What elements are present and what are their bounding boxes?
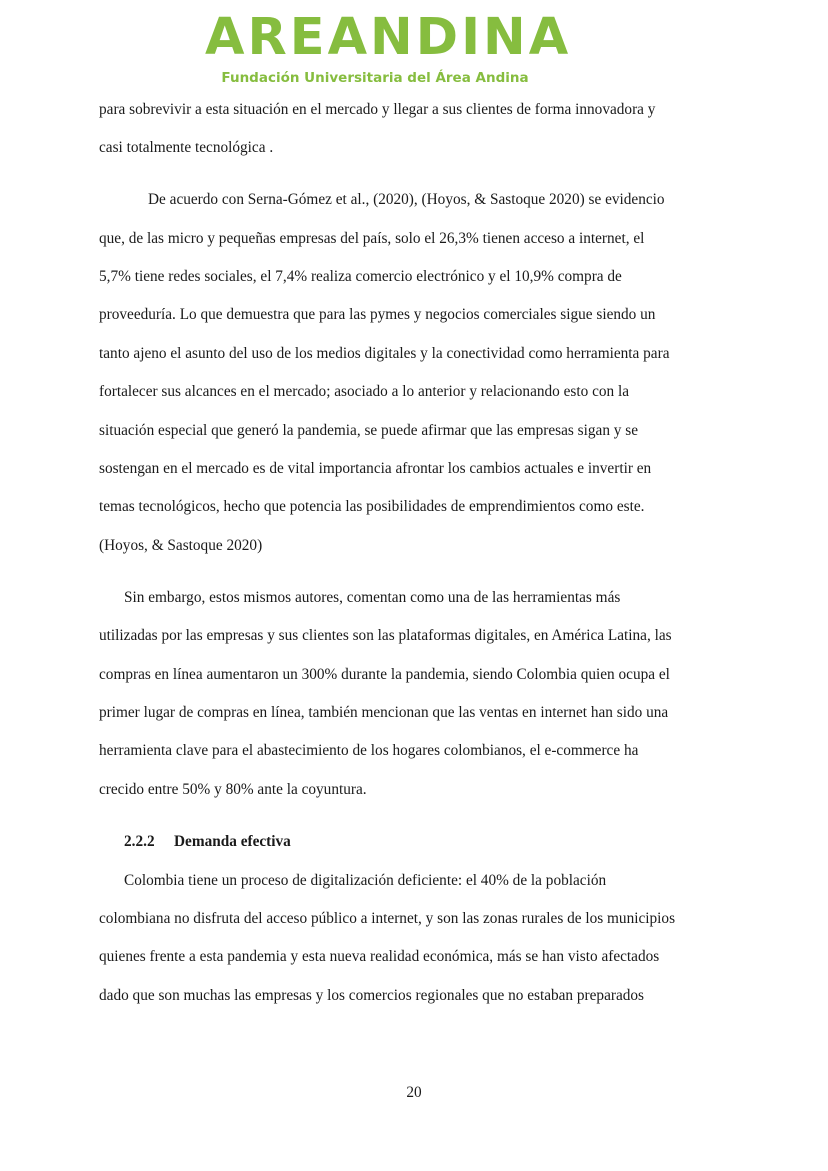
- logo-wordmark: AREANDINA: [205, 8, 572, 67]
- text-line: para sobrevivir a esta situación en el mercado y llegar a sus clientes de forma innovadora y: [99, 101, 656, 118]
- section-number: 2.2.2: [124, 833, 155, 850]
- logo-subtitle: Fundación Universitaria del Área Andina: [221, 70, 529, 86]
- text-line: casi totalmente tecnológica .: [99, 139, 274, 156]
- section-heading: [124, 832, 291, 852]
- text-line: Sin embargo, estos mismos autores, comentan como una de las herramientas más: [124, 589, 621, 606]
- text-line: De acuerdo con Serna-Gómez et al., (2020), (Hoyos, & Sastoque 2020) se evidencio: [148, 191, 665, 208]
- text-line: que, de las micro y pequeñas empresas del país, solo el 26,3% tienen acceso a internet, el: [99, 230, 645, 247]
- text-line: temas tecnológicos, hecho que potencia las posibilidades de emprendimientos como este.: [99, 498, 645, 515]
- text-line: quienes frente a esta pandemia y esta nueva realidad económica, más se han visto afectados: [99, 948, 660, 965]
- text-line: Colombia tiene un proceso de digitalización deficiente: el 40% de la población: [124, 872, 607, 889]
- text-line: compras en línea aumentaron un 300% durante la pandemia, siendo Colombia quien ocupa el: [99, 666, 670, 683]
- text-line: tanto ajeno el asunto del uso de los medios digitales y la conectividad como herramienta para: [99, 345, 670, 362]
- text-line: crecido entre 50% y 80% ante la coyuntura.: [99, 781, 367, 798]
- section-title: Demanda efectiva: [174, 833, 291, 850]
- text-line: herramienta clave para el abastecimiento de los hogares colombianos, el e-commerce ha: [99, 742, 639, 759]
- text-line: situación especial que generó la pandemia, se puede afirmar que las empresas sigan y se: [99, 422, 639, 439]
- page-number: 20: [406, 1084, 422, 1101]
- text-line: primer lugar de compras en línea, también mencionan que las ventas en internet han sido una: [99, 704, 669, 721]
- text-line: dado que son muchas las empresas y los comercios regionales que no estaban preparados: [99, 987, 644, 1004]
- text-line: (Hoyos, & Sastoque 2020): [99, 537, 263, 554]
- text-line: sostengan en el mercado es de vital importancia afrontar los cambios actuales e invertir en: [99, 460, 652, 477]
- text-line: utilizadas por las empresas y sus clientes son las plataformas digitales, en América Latina, las: [99, 627, 672, 644]
- areandina-logo: [205, 8, 572, 87]
- text-line: fortalecer sus alcances en el mercado; asociado a lo anterior y relacionando esto con la: [99, 383, 630, 400]
- text-line: 5,7% tiene redes sociales, el 7,4% realiza comercio electrónico y el 10,9% compra de: [99, 268, 622, 285]
- text-line: colombiana no disfruta del acceso público a internet, y son las zonas rurales de los municipios: [99, 910, 676, 927]
- text-line: proveeduría. Lo que demuestra que para las pymes y negocios comerciales sigue siendo un: [99, 306, 656, 323]
